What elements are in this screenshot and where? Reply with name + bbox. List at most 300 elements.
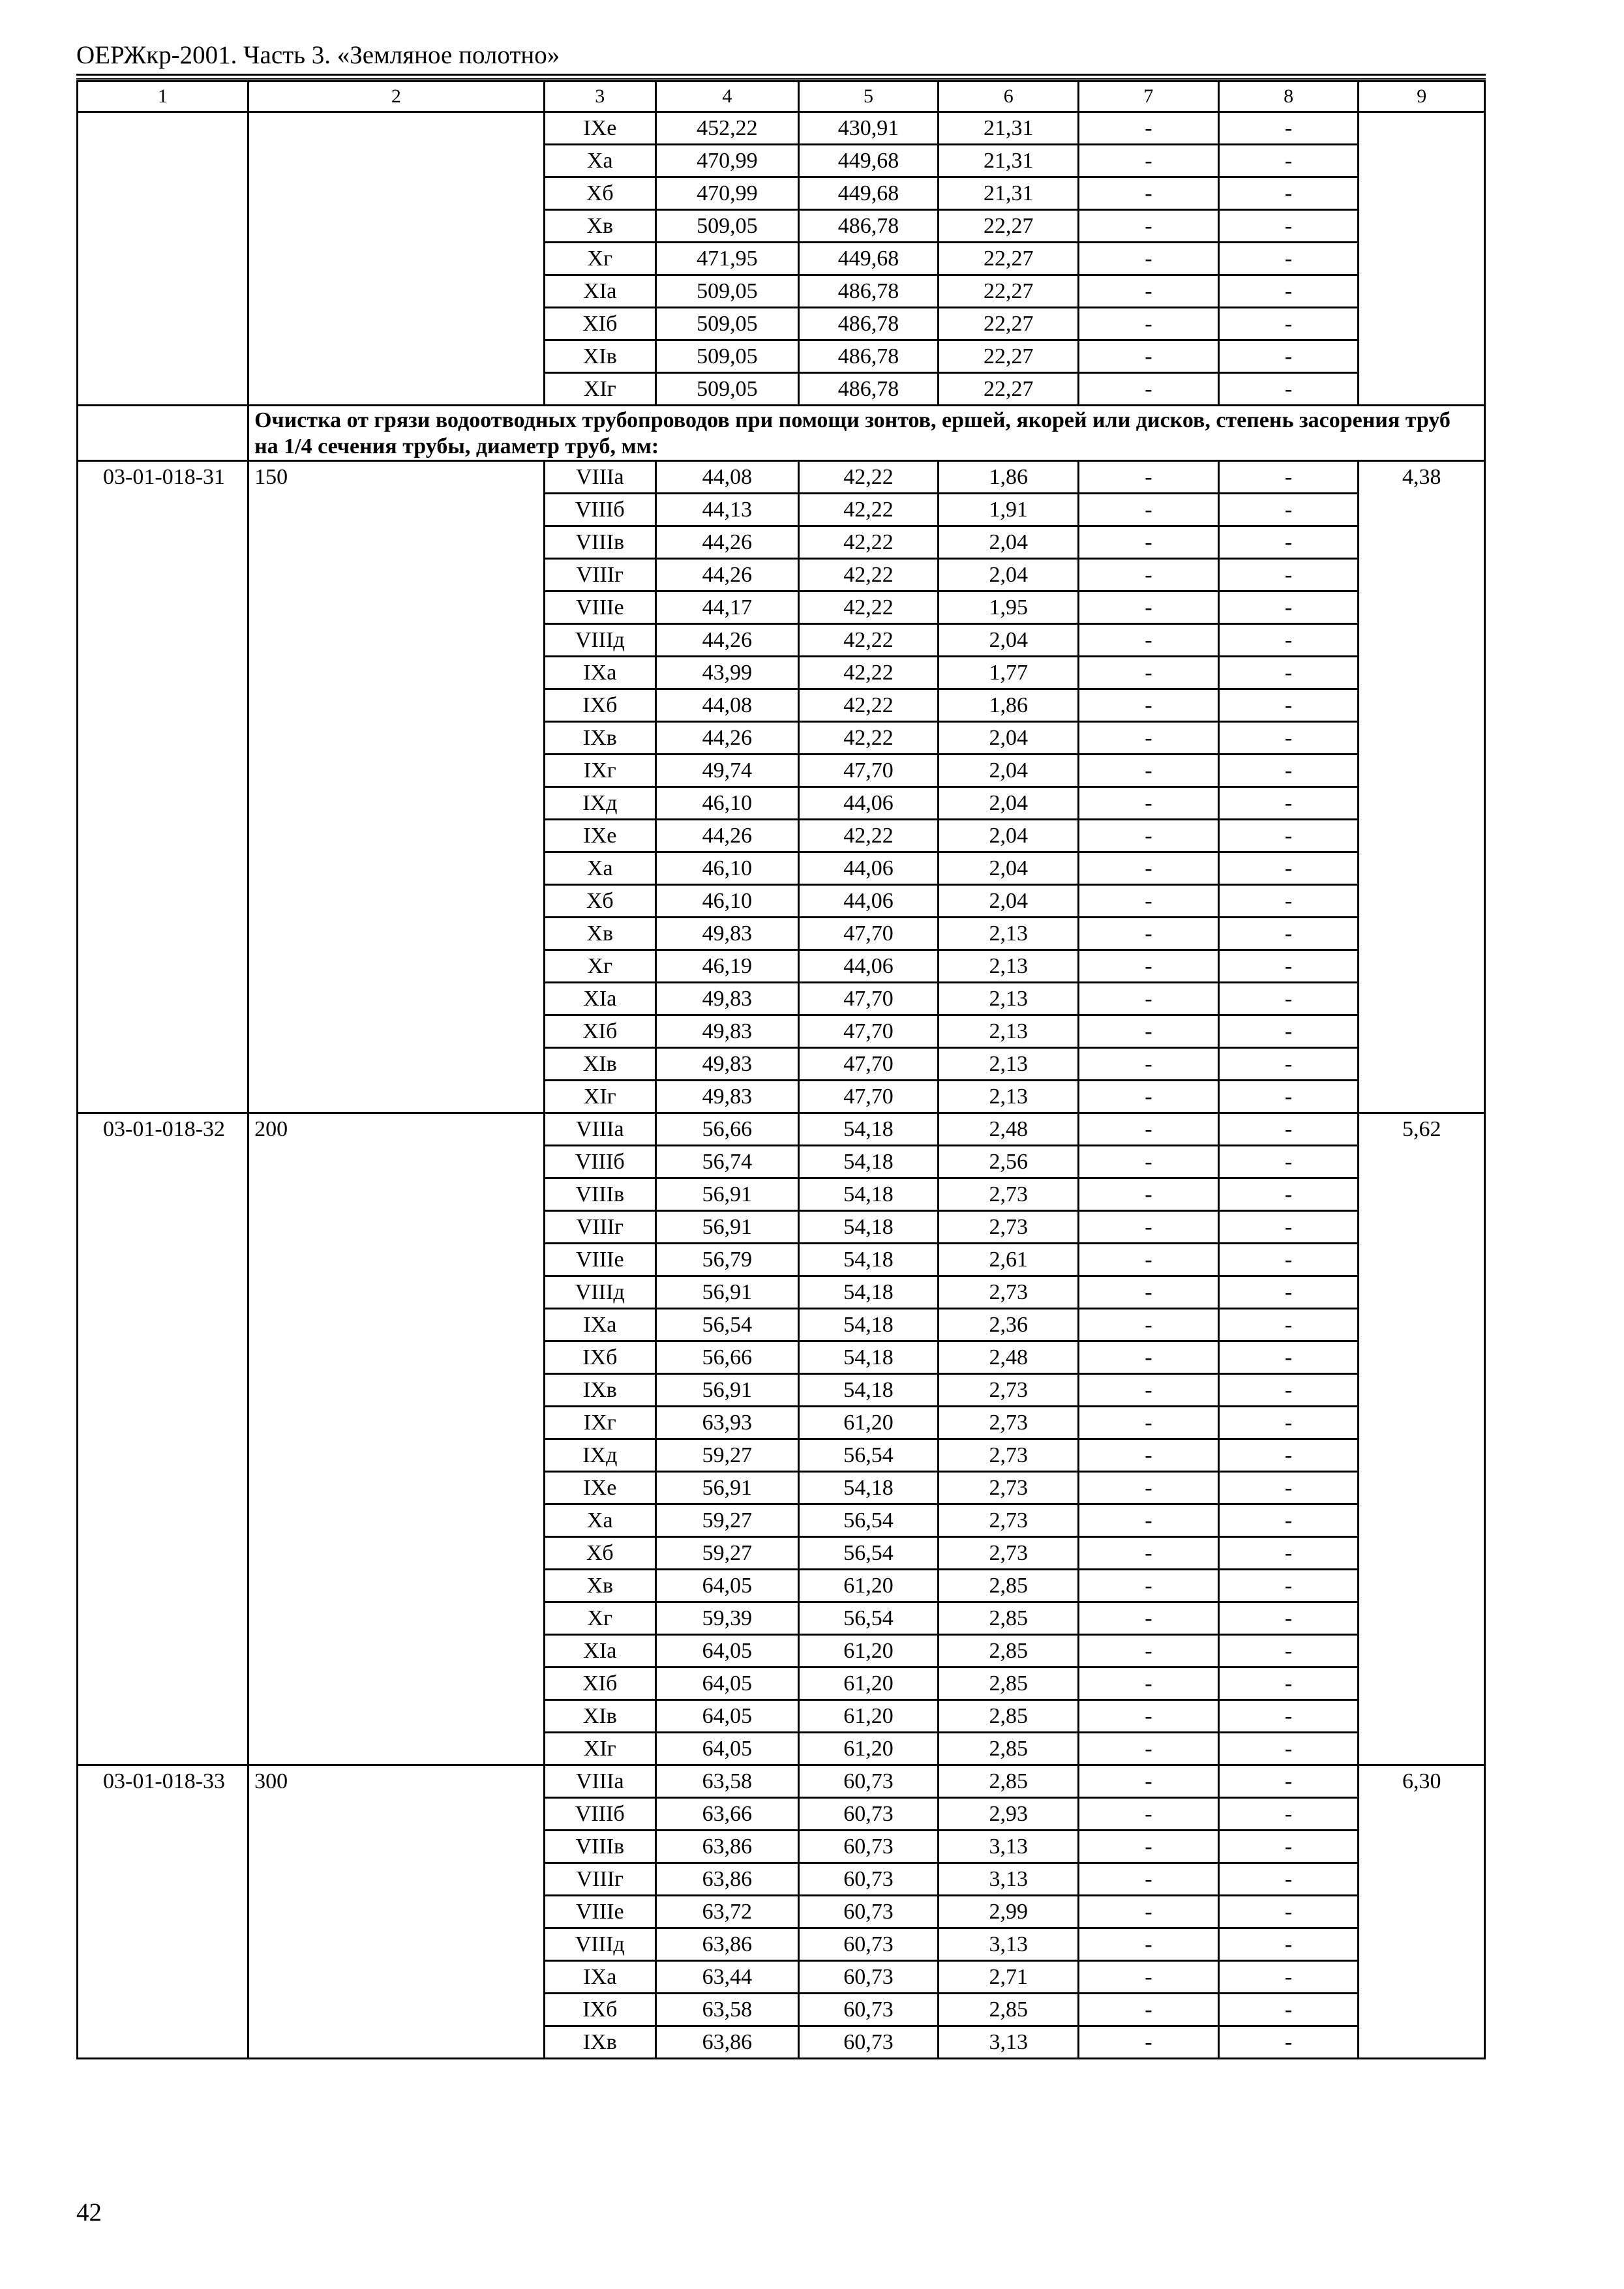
direct-cost-cell: 63,72 — [655, 1896, 798, 1928]
driver-wage-cell: - — [1079, 820, 1219, 852]
direct-cost-cell: 56,74 — [655, 1146, 798, 1178]
materials-cost-cell: - — [1218, 1276, 1359, 1309]
labor-wage-cell: 60,73 — [798, 1765, 939, 1798]
zone-cell: VIIIв — [544, 1831, 655, 1863]
direct-cost-cell: 59,39 — [655, 1602, 798, 1635]
labor-wage-cell: 54,18 — [798, 1341, 939, 1374]
labor-wage-cell: 42,22 — [798, 591, 939, 624]
zone-cell: XIв — [544, 1048, 655, 1081]
driver-wage-cell: - — [1079, 243, 1219, 275]
machine-cost-cell: 2,85 — [939, 1700, 1079, 1733]
driver-wage-cell: - — [1079, 591, 1219, 624]
driver-wage-cell: - — [1079, 689, 1219, 722]
labor-wage-cell: 56,54 — [798, 1504, 939, 1537]
zone-cell: VIIIг — [544, 559, 655, 591]
labor-wage-cell: 54,18 — [798, 1309, 939, 1341]
labor-wage-cell: 44,06 — [798, 787, 939, 820]
materials-cost-cell: - — [1218, 1472, 1359, 1504]
direct-cost-cell: 59,27 — [655, 1439, 798, 1472]
driver-wage-cell: - — [1079, 1798, 1219, 1831]
zone-cell: Xг — [544, 1602, 655, 1635]
machine-cost-cell: 22,27 — [939, 308, 1079, 340]
machine-cost-cell: 2,04 — [939, 624, 1079, 657]
materials-cost-cell: - — [1218, 755, 1359, 787]
machine-cost-cell: 2,04 — [939, 559, 1079, 591]
machine-cost-cell: 2,73 — [939, 1374, 1079, 1407]
zone-cell: IXа — [544, 657, 655, 689]
machine-cost-cell: 2,13 — [939, 918, 1079, 950]
zone-cell: Xг — [544, 243, 655, 275]
driver-wage-cell: - — [1079, 1635, 1219, 1668]
materials-cost-cell: - — [1218, 177, 1359, 210]
labor-wage-cell: 449,68 — [798, 145, 939, 177]
labor-cost-cell: 6,30 — [1359, 1765, 1485, 2059]
materials-cost-cell: - — [1218, 885, 1359, 918]
zone-cell: IXг — [544, 1407, 655, 1439]
driver-wage-cell: - — [1079, 983, 1219, 1015]
zone-cell: XIв — [544, 1700, 655, 1733]
labor-wage-cell: 61,20 — [798, 1570, 939, 1602]
direct-cost-cell: 56,66 — [655, 1113, 798, 1146]
driver-wage-cell: - — [1079, 210, 1219, 243]
labor-wage-cell: 54,18 — [798, 1178, 939, 1211]
column-number: 5 — [798, 82, 939, 112]
section-title: Очистка от грязи водоотводных трубопроводов при помощи зонтов, ершей, якорей или дисков, степень засорения труб на 1/4 сечения трубы, диаметр труб, мм: — [248, 406, 1485, 461]
zone-cell: XIа — [544, 275, 655, 308]
materials-cost-cell: - — [1218, 657, 1359, 689]
machine-cost-cell: 1,77 — [939, 657, 1079, 689]
labor-wage-cell: 486,78 — [798, 308, 939, 340]
driver-wage-cell: - — [1079, 373, 1219, 406]
machine-cost-cell: 22,27 — [939, 340, 1079, 373]
driver-wage-cell: - — [1079, 1668, 1219, 1700]
materials-cost-cell: - — [1218, 852, 1359, 885]
zone-cell: XIб — [544, 308, 655, 340]
driver-wage-cell: - — [1079, 722, 1219, 755]
page-header-title: ОЕРЖкр-2001. Часть 3. «Земляное полотно» — [76, 41, 560, 69]
labor-wage-cell: 54,18 — [798, 1276, 939, 1309]
materials-cost-cell: - — [1218, 591, 1359, 624]
materials-cost-cell: - — [1218, 1309, 1359, 1341]
labor-wage-cell: 47,70 — [798, 918, 939, 950]
direct-cost-cell: 63,44 — [655, 1961, 798, 1994]
driver-wage-cell: - — [1079, 1211, 1219, 1244]
driver-wage-cell: - — [1079, 559, 1219, 591]
direct-cost-cell: 452,22 — [655, 112, 798, 145]
rate-code-cell — [78, 112, 248, 406]
zone-cell: IXд — [544, 1439, 655, 1472]
materials-cost-cell: - — [1218, 1537, 1359, 1570]
page-number: 42 — [76, 2198, 102, 2226]
labor-wage-cell: 54,18 — [798, 1211, 939, 1244]
materials-cost-cell: - — [1218, 145, 1359, 177]
direct-cost-cell: 63,93 — [655, 1407, 798, 1439]
direct-cost-cell: 63,86 — [655, 1863, 798, 1896]
machine-cost-cell: 2,73 — [939, 1472, 1079, 1504]
machine-cost-cell: 2,85 — [939, 1635, 1079, 1668]
driver-wage-cell: - — [1079, 1439, 1219, 1472]
direct-cost-cell: 44,26 — [655, 820, 798, 852]
materials-cost-cell: - — [1218, 1504, 1359, 1537]
machine-cost-cell: 1,86 — [939, 461, 1079, 494]
machine-cost-cell: 2,73 — [939, 1537, 1079, 1570]
direct-cost-cell: 59,27 — [655, 1537, 798, 1570]
labor-wage-cell: 44,06 — [798, 852, 939, 885]
zone-cell: VIIIб — [544, 494, 655, 526]
zone-cell: VIIIв — [544, 526, 655, 559]
direct-cost-cell: 56,54 — [655, 1309, 798, 1341]
machine-cost-cell: 21,31 — [939, 145, 1079, 177]
materials-cost-cell: - — [1218, 1244, 1359, 1276]
driver-wage-cell: - — [1079, 918, 1219, 950]
direct-cost-cell: 44,08 — [655, 689, 798, 722]
materials-cost-cell: - — [1218, 112, 1359, 145]
machine-cost-cell: 2,93 — [939, 1798, 1079, 1831]
driver-wage-cell: - — [1079, 145, 1219, 177]
driver-wage-cell: - — [1079, 1407, 1219, 1439]
zone-cell: IXв — [544, 2026, 655, 2059]
machine-cost-cell: 2,13 — [939, 1015, 1079, 1048]
labor-wage-cell: 56,54 — [798, 1602, 939, 1635]
zone-cell: IXб — [544, 1341, 655, 1374]
labor-wage-cell: 449,68 — [798, 177, 939, 210]
machine-cost-cell: 2,36 — [939, 1309, 1079, 1341]
zone-cell: VIIIд — [544, 1276, 655, 1309]
machine-cost-cell: 1,86 — [939, 689, 1079, 722]
direct-cost-cell: 64,05 — [655, 1733, 798, 1765]
machine-cost-cell: 3,13 — [939, 1863, 1079, 1896]
materials-cost-cell: - — [1218, 1015, 1359, 1048]
materials-cost-cell: - — [1218, 1146, 1359, 1178]
driver-wage-cell: - — [1079, 526, 1219, 559]
direct-cost-cell: 56,91 — [655, 1374, 798, 1407]
zone-cell: IXв — [544, 1374, 655, 1407]
direct-cost-cell: 64,05 — [655, 1570, 798, 1602]
direct-cost-cell: 49,83 — [655, 1048, 798, 1081]
direct-cost-cell: 49,74 — [655, 755, 798, 787]
materials-cost-cell: - — [1218, 1994, 1359, 2026]
materials-cost-cell: - — [1218, 210, 1359, 243]
zone-cell: Xв — [544, 210, 655, 243]
machine-cost-cell: 2,85 — [939, 1765, 1079, 1798]
materials-cost-cell: - — [1218, 950, 1359, 983]
labor-wage-cell: 60,73 — [798, 1994, 939, 2026]
column-number: 1 — [78, 82, 248, 112]
materials-cost-cell: - — [1218, 689, 1359, 722]
materials-cost-cell: - — [1218, 1081, 1359, 1113]
driver-wage-cell: - — [1079, 1048, 1219, 1081]
zone-cell: XIб — [544, 1015, 655, 1048]
zone-cell: IXб — [544, 689, 655, 722]
machine-cost-cell: 2,71 — [939, 1961, 1079, 1994]
machine-cost-cell: 2,04 — [939, 820, 1079, 852]
direct-cost-cell: 56,91 — [655, 1276, 798, 1309]
zone-cell: Xв — [544, 918, 655, 950]
header-rule — [76, 74, 1486, 76]
driver-wage-cell: - — [1079, 1276, 1219, 1309]
zone-cell: XIа — [544, 1635, 655, 1668]
column-number: 2 — [248, 82, 545, 112]
rate-code-cell: 03-01-018-31 — [78, 461, 248, 1113]
direct-cost-cell: 56,91 — [655, 1178, 798, 1211]
materials-cost-cell: - — [1218, 1700, 1359, 1733]
zone-cell: VIIIг — [544, 1211, 655, 1244]
labor-wage-cell: 486,78 — [798, 275, 939, 308]
labor-wage-cell: 449,68 — [798, 243, 939, 275]
machine-cost-cell: 2,13 — [939, 983, 1079, 1015]
zone-cell: Xа — [544, 852, 655, 885]
driver-wage-cell: - — [1079, 340, 1219, 373]
materials-cost-cell: - — [1218, 1439, 1359, 1472]
machine-cost-cell: 22,27 — [939, 210, 1079, 243]
zone-cell: VIIIб — [544, 1798, 655, 1831]
zone-cell: Xб — [544, 1537, 655, 1570]
labor-wage-cell: 61,20 — [798, 1635, 939, 1668]
direct-cost-cell: 44,26 — [655, 559, 798, 591]
driver-wage-cell: - — [1079, 1896, 1219, 1928]
direct-cost-cell: 64,05 — [655, 1700, 798, 1733]
labor-wage-cell: 42,22 — [798, 624, 939, 657]
materials-cost-cell: - — [1218, 243, 1359, 275]
direct-cost-cell: 64,05 — [655, 1668, 798, 1700]
zone-cell: XIа — [544, 983, 655, 1015]
rates-table-body — [78, 82, 1485, 2059]
direct-cost-cell: 46,10 — [655, 885, 798, 918]
column-number: 3 — [544, 82, 655, 112]
direct-cost-cell: 44,13 — [655, 494, 798, 526]
zone-cell: IXг — [544, 755, 655, 787]
materials-cost-cell: - — [1218, 275, 1359, 308]
pipe-diameter-cell: 300 — [248, 1765, 545, 2059]
direct-cost-cell: 44,26 — [655, 624, 798, 657]
zone-cell: Xа — [544, 1504, 655, 1537]
zone-cell: IXе — [544, 112, 655, 145]
materials-cost-cell: - — [1218, 1733, 1359, 1765]
direct-cost-cell: 56,91 — [655, 1472, 798, 1504]
materials-cost-cell: - — [1218, 1863, 1359, 1896]
labor-wage-cell: 47,70 — [798, 1048, 939, 1081]
zone-cell: VIIIд — [544, 1928, 655, 1961]
machine-cost-cell: 2,04 — [939, 787, 1079, 820]
machine-cost-cell: 2,99 — [939, 1896, 1079, 1928]
zone-cell: Xб — [544, 177, 655, 210]
driver-wage-cell: - — [1079, 1178, 1219, 1211]
labor-cost-cell — [1359, 112, 1485, 406]
driver-wage-cell: - — [1079, 787, 1219, 820]
pipe-diameter-cell: 200 — [248, 1113, 545, 1765]
direct-cost-cell: 509,05 — [655, 373, 798, 406]
zone-cell: IXд — [544, 787, 655, 820]
machine-cost-cell: 2,85 — [939, 1668, 1079, 1700]
materials-cost-cell: - — [1218, 1048, 1359, 1081]
column-number: 9 — [1359, 82, 1485, 112]
machine-cost-cell: 22,27 — [939, 275, 1079, 308]
direct-cost-cell: 44,26 — [655, 526, 798, 559]
materials-cost-cell: - — [1218, 1798, 1359, 1831]
materials-cost-cell: - — [1218, 1668, 1359, 1700]
driver-wage-cell: - — [1079, 624, 1219, 657]
direct-cost-cell: 509,05 — [655, 210, 798, 243]
direct-cost-cell: 44,26 — [655, 722, 798, 755]
zone-cell: VIIIд — [544, 624, 655, 657]
labor-wage-cell: 47,70 — [798, 755, 939, 787]
machine-cost-cell: 2,61 — [939, 1244, 1079, 1276]
materials-cost-cell: - — [1218, 1407, 1359, 1439]
column-number: 6 — [939, 82, 1079, 112]
labor-wage-cell: 47,70 — [798, 983, 939, 1015]
machine-cost-cell: 22,27 — [939, 373, 1079, 406]
driver-wage-cell: - — [1079, 1831, 1219, 1863]
materials-cost-cell: - — [1218, 1831, 1359, 1863]
machine-cost-cell: 2,73 — [939, 1276, 1079, 1309]
materials-cost-cell: - — [1218, 2026, 1359, 2059]
labor-cost-cell: 5,62 — [1359, 1113, 1485, 1765]
materials-cost-cell: - — [1218, 559, 1359, 591]
column-number: 8 — [1218, 82, 1359, 112]
driver-wage-cell: - — [1079, 1374, 1219, 1407]
machine-cost-cell: 2,73 — [939, 1178, 1079, 1211]
direct-cost-cell: 63,66 — [655, 1798, 798, 1831]
zone-cell: IXб — [544, 1994, 655, 2026]
zone-cell: VIIIа — [544, 461, 655, 494]
machine-cost-cell: 2,13 — [939, 950, 1079, 983]
driver-wage-cell: - — [1079, 1570, 1219, 1602]
pipe-diameter-cell: 150 — [248, 461, 545, 1113]
zone-cell: IXе — [544, 1472, 655, 1504]
direct-cost-cell: 46,10 — [655, 787, 798, 820]
machine-cost-cell: 22,27 — [939, 243, 1079, 275]
direct-cost-cell: 470,99 — [655, 177, 798, 210]
machine-cost-cell: 2,85 — [939, 1733, 1079, 1765]
direct-cost-cell: 509,05 — [655, 340, 798, 373]
direct-cost-cell: 46,19 — [655, 950, 798, 983]
driver-wage-cell: - — [1079, 657, 1219, 689]
direct-cost-cell: 44,17 — [655, 591, 798, 624]
direct-cost-cell: 49,83 — [655, 1081, 798, 1113]
labor-wage-cell: 486,78 — [798, 340, 939, 373]
materials-cost-cell: - — [1218, 1635, 1359, 1668]
zone-cell: Xв — [544, 1570, 655, 1602]
direct-cost-cell: 509,05 — [655, 275, 798, 308]
labor-wage-cell: 54,18 — [798, 1244, 939, 1276]
rates-table — [76, 80, 1486, 2059]
labor-wage-cell: 60,73 — [798, 1961, 939, 1994]
machine-cost-cell: 2,73 — [939, 1211, 1079, 1244]
materials-cost-cell: - — [1218, 820, 1359, 852]
labor-wage-cell: 61,20 — [798, 1733, 939, 1765]
labor-wage-cell: 47,70 — [798, 1015, 939, 1048]
machine-cost-cell: 1,95 — [939, 591, 1079, 624]
labor-wage-cell: 60,73 — [798, 1798, 939, 1831]
direct-cost-cell: 63,86 — [655, 1831, 798, 1863]
driver-wage-cell: - — [1079, 1081, 1219, 1113]
machine-cost-cell: 2,85 — [939, 1570, 1079, 1602]
driver-wage-cell: - — [1079, 1537, 1219, 1570]
column-number: 4 — [655, 82, 798, 112]
driver-wage-cell: - — [1079, 494, 1219, 526]
zone-cell: XIг — [544, 1081, 655, 1113]
direct-cost-cell: 64,05 — [655, 1635, 798, 1668]
materials-cost-cell: - — [1218, 722, 1359, 755]
driver-wage-cell: - — [1079, 1602, 1219, 1635]
materials-cost-cell: - — [1218, 624, 1359, 657]
direct-cost-cell: 49,83 — [655, 983, 798, 1015]
driver-wage-cell: - — [1079, 950, 1219, 983]
labor-cost-cell: 4,38 — [1359, 461, 1485, 1113]
zone-cell: Xа — [544, 145, 655, 177]
direct-cost-cell: 63,58 — [655, 1765, 798, 1798]
materials-cost-cell: - — [1218, 340, 1359, 373]
zone-cell: Xб — [544, 885, 655, 918]
zone-cell: VIIIе — [544, 591, 655, 624]
machine-cost-cell: 2,85 — [939, 1994, 1079, 2026]
driver-wage-cell: - — [1079, 885, 1219, 918]
machine-cost-cell: 2,04 — [939, 755, 1079, 787]
column-number-row — [78, 82, 1485, 112]
zone-cell: IXв — [544, 722, 655, 755]
driver-wage-cell: - — [1079, 1113, 1219, 1146]
zone-cell: VIIIв — [544, 1178, 655, 1211]
materials-cost-cell: - — [1218, 918, 1359, 950]
pipe-diameter-cell — [248, 112, 545, 406]
labor-wage-cell: 61,20 — [798, 1700, 939, 1733]
machine-cost-cell: 2,56 — [939, 1146, 1079, 1178]
labor-wage-cell: 54,18 — [798, 1113, 939, 1146]
zone-cell: VIIIе — [544, 1896, 655, 1928]
machine-cost-cell: 2,04 — [939, 526, 1079, 559]
materials-cost-cell: - — [1218, 461, 1359, 494]
zone-cell: IXа — [544, 1309, 655, 1341]
zone-cell: XIв — [544, 340, 655, 373]
materials-cost-cell: - — [1218, 373, 1359, 406]
driver-wage-cell: - — [1079, 1341, 1219, 1374]
materials-cost-cell: - — [1218, 1211, 1359, 1244]
zone-cell: XIг — [544, 1733, 655, 1765]
labor-wage-cell: 60,73 — [798, 1831, 939, 1863]
machine-cost-cell: 3,13 — [939, 1831, 1079, 1863]
materials-cost-cell: - — [1218, 983, 1359, 1015]
machine-cost-cell: 2,13 — [939, 1081, 1079, 1113]
labor-wage-cell: 61,20 — [798, 1407, 939, 1439]
labor-wage-cell: 42,22 — [798, 461, 939, 494]
materials-cost-cell: - — [1218, 1896, 1359, 1928]
machine-cost-cell: 2,04 — [939, 722, 1079, 755]
driver-wage-cell: - — [1079, 1994, 1219, 2026]
driver-wage-cell: - — [1079, 1504, 1219, 1537]
materials-cost-cell: - — [1218, 526, 1359, 559]
driver-wage-cell: - — [1079, 2026, 1219, 2059]
labor-wage-cell: 430,91 — [798, 112, 939, 145]
machine-cost-cell: 2,73 — [939, 1504, 1079, 1537]
direct-cost-cell: 470,99 — [655, 145, 798, 177]
materials-cost-cell: - — [1218, 308, 1359, 340]
driver-wage-cell: - — [1079, 852, 1219, 885]
table-row — [78, 1765, 1485, 1798]
zone-cell: IXа — [544, 1961, 655, 1994]
labor-wage-cell: 42,22 — [798, 526, 939, 559]
machine-cost-cell: 1,91 — [939, 494, 1079, 526]
driver-wage-cell: - — [1079, 1928, 1219, 1961]
driver-wage-cell: - — [1079, 1700, 1219, 1733]
labor-wage-cell: 54,18 — [798, 1472, 939, 1504]
labor-wage-cell: 486,78 — [798, 210, 939, 243]
labor-wage-cell: 42,22 — [798, 559, 939, 591]
labor-wage-cell: 42,22 — [798, 820, 939, 852]
labor-wage-cell: 56,54 — [798, 1537, 939, 1570]
driver-wage-cell: - — [1079, 275, 1219, 308]
driver-wage-cell: - — [1079, 1309, 1219, 1341]
machine-cost-cell: 2,48 — [939, 1341, 1079, 1374]
